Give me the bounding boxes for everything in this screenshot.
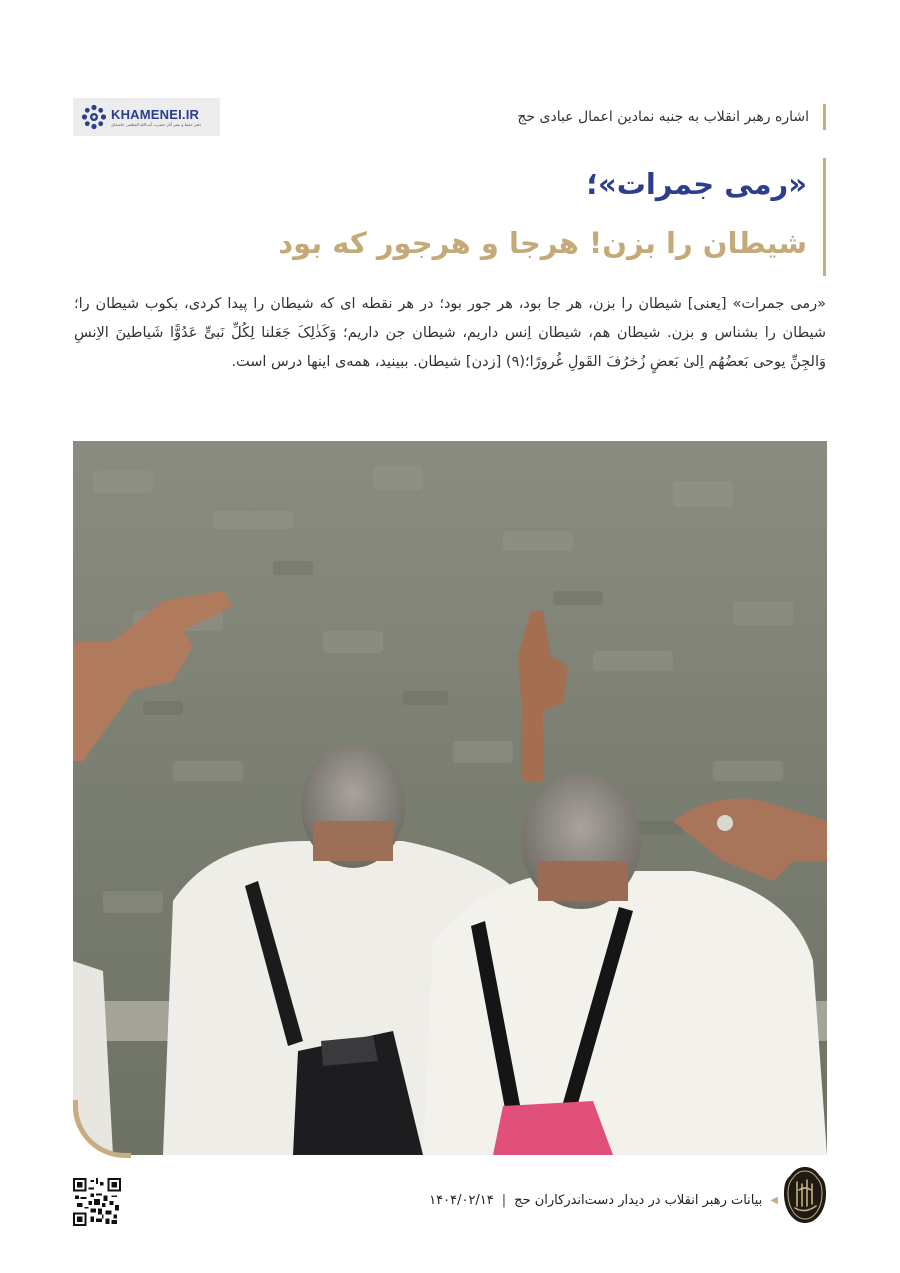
footer-source [429,1188,778,1212]
quote-text: «رمی جمرات» [یعنی] شیطان را بزن، هر جا بود، هر جور بود؛ در هر نقطه ای که شیطان را پیدا کردی، بکوب شیطان را؛ شیطان را بشناس و بزن. شیطان هم، شیطان اِنس داریم، شیطان جن داریم؛ وَکَذٰلِکَ جَعَلنا لِکُلِّ نَبیٍّ عَدُوًّا شَیاطینَ الاِنسِ وَالجِنِّ یوحی بَعضُهُم اِلیٰ بَعضٍ زُخرُفَ القَولِ غُرورًا؛(۹) [زدن] شیطان. ببینید، همه‌ی اینها درس است. [74,296,826,370]
logo-name: KHAMENEI.IR [111,106,200,122]
qr-code-icon[interactable] [73,1178,121,1226]
title-line-1: «رمی جمرات»؛ [586,167,807,201]
site-logo[interactable] [73,98,220,136]
title-block [126,158,826,276]
logo-subtitle: دفتر حفظ و نشر آثار حضرت آیت‌الله العظمی خامنه‌ای [111,121,202,127]
footer-separator: | [501,1192,507,1208]
triangle-bullet-icon: ◀ [770,1194,778,1206]
calligraphy-seal-icon [783,1166,827,1224]
pilgrims-illustration [73,441,827,1155]
source-text: بیانات رهبر انقلاب در دیدار دست‌اندرکاران حج [514,1192,763,1208]
source-date: ۱۴۰۴/۰۲/۱۴ [429,1192,494,1208]
title-line-2: شیطان را بزن! هرجا و هرجور که بود [278,226,807,260]
pilgrims-photo [73,441,827,1155]
topic-label: اشاره رهبر انقلاب به جنبه نمادین اعمال عبادی حج [517,104,826,130]
khamenei-logo-icon [81,104,107,130]
